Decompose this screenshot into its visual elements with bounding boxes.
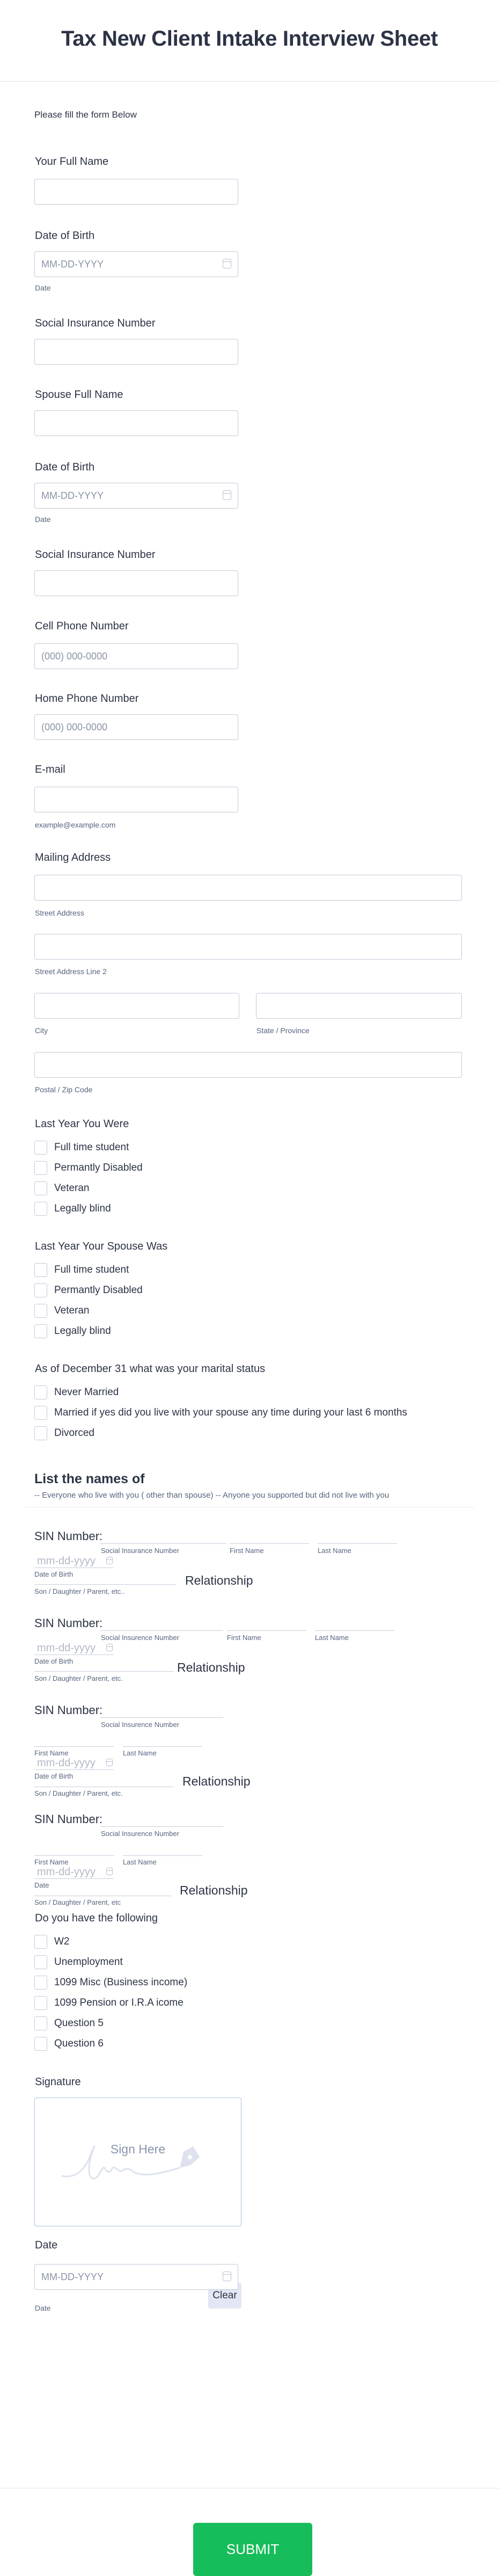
city-input[interactable] <box>34 993 239 1019</box>
checkbox-option[interactable] <box>34 1406 407 1420</box>
street-address-input[interactable] <box>34 875 462 901</box>
dob-placeholder: MM-DD-YYYY <box>41 259 104 270</box>
sin-number-label: SIN Number: <box>34 1703 103 1717</box>
checkbox-option[interactable] <box>34 1385 119 1399</box>
calendar-icon[interactable] <box>223 2272 231 2281</box>
city-sublabel: City <box>35 1026 48 1035</box>
checkbox[interactable] <box>34 1406 47 1420</box>
sin-label: Social Insurance Number <box>35 317 156 329</box>
sin-sublabel: Social Insurence Number <box>101 1634 179 1642</box>
dependent-sin-input[interactable] <box>100 1717 223 1718</box>
zip-input[interactable] <box>34 1052 462 1078</box>
checkbox[interactable] <box>34 1283 47 1297</box>
last-name-input[interactable] <box>123 1746 202 1747</box>
checkbox-option[interactable] <box>34 1263 129 1277</box>
intro-text: Please fill the form Below <box>34 110 137 120</box>
date-placeholder: MM-DD-YYYY <box>41 2272 104 2282</box>
checkbox-option[interactable] <box>34 1304 90 1318</box>
form-header <box>0 0 499 82</box>
home-phone-label: Home Phone Number <box>35 693 139 705</box>
checkbox-label: Question 6 <box>54 2038 104 2049</box>
dependent-block-4 <box>0 1812 499 1904</box>
checkbox[interactable] <box>34 1324 47 1338</box>
checkbox[interactable] <box>34 1304 47 1318</box>
checkbox-label: Veteran <box>54 1305 90 1316</box>
date-input[interactable] <box>34 2264 238 2290</box>
checkbox-option[interactable] <box>34 1324 111 1338</box>
relationship-input[interactable] <box>34 1584 177 1585</box>
checkbox-label: Never Married <box>54 1387 119 1398</box>
date-placeholder: mm-dd-yyyy <box>37 1555 96 1567</box>
checkbox-label: Question 5 <box>54 2018 104 2029</box>
signature-pad[interactable] <box>34 2098 241 2226</box>
signature-pen-icon <box>59 2136 220 2189</box>
checkbox-label: Legally blind <box>54 1325 111 1337</box>
cell-phone-input[interactable] <box>34 643 238 669</box>
checkbox-group-label: Last Year Your Spouse Was <box>35 1240 168 1252</box>
calendar-icon[interactable] <box>106 1759 113 1766</box>
relationship-sublabel: Son / Daughter / Parent, etc <box>34 1898 121 1906</box>
checkbox[interactable] <box>34 1996 47 2010</box>
dependent-date-input[interactable] <box>34 1866 114 1879</box>
zip-sublabel: Postal / Zip Code <box>35 1085 93 1094</box>
last-name-sublabel: Last Name <box>123 1749 157 1757</box>
checkbox-option[interactable] <box>34 1141 129 1155</box>
checkbox-label: Divorced <box>54 1427 94 1439</box>
checkbox-group-label: As of December 31 what was your marital status <box>35 1363 266 1375</box>
checkbox-label: Veteran <box>54 1182 90 1194</box>
dob-label: Date of Birth <box>35 230 95 242</box>
street-address-2-input[interactable] <box>34 934 462 960</box>
relationship-label: Relationship <box>180 1883 248 1897</box>
dependents-title: List the names of <box>34 1471 145 1486</box>
checkbox-option[interactable] <box>34 2016 104 2030</box>
sin-number-label: SIN Number: <box>34 1812 103 1826</box>
sin-number-label: SIN Number: <box>34 1529 103 1543</box>
date-sublabel: Date <box>34 1881 49 1889</box>
relationship-label: Relationship <box>185 1573 253 1587</box>
sin-number-label: SIN Number: <box>34 1616 103 1630</box>
date-placeholder: mm-dd-yyyy <box>37 1757 96 1769</box>
checkbox-label: Full time student <box>54 1142 129 1153</box>
checkbox[interactable] <box>34 1426 47 1440</box>
checkbox-label: 1099 Misc (Business income) <box>54 1977 188 1988</box>
checkbox[interactable] <box>34 1385 47 1399</box>
dob-sublabel: Date <box>35 284 51 292</box>
checkbox[interactable] <box>34 1955 47 1969</box>
spouse-name-label: Spouse Full Name <box>35 389 123 401</box>
last-name-input[interactable] <box>318 1543 397 1544</box>
email-input[interactable] <box>34 787 238 812</box>
calendar-icon[interactable] <box>223 259 231 269</box>
last-name-input[interactable] <box>315 1630 394 1631</box>
checkbox-option[interactable] <box>34 1202 111 1216</box>
spouse-name-input[interactable] <box>34 410 238 436</box>
relationship-sublabel: Son / Daughter / Parent, etc. <box>34 1789 123 1797</box>
checkbox-label: Full time student <box>54 1264 129 1275</box>
calendar-icon[interactable] <box>223 490 231 500</box>
dob-sublabel: Date of Birth <box>34 1570 74 1578</box>
home-phone-input[interactable] <box>34 714 238 740</box>
checkbox-label: 1099 Pension or I.R.A icome <box>54 1997 184 2008</box>
home-phone-placeholder: (000) 000-0000 <box>41 722 108 732</box>
spouse-sin-label: Social Insurance Number <box>35 549 156 561</box>
checkbox[interactable] <box>34 1263 47 1277</box>
checkbox[interactable] <box>34 2016 47 2030</box>
dependent-sin-input[interactable] <box>100 1543 226 1544</box>
full-name-label: Your Full Name <box>35 156 109 168</box>
relationship-label: Relationship <box>177 1660 245 1674</box>
sin-input[interactable] <box>34 339 238 365</box>
last-name-sublabel: Last Name <box>123 1858 157 1866</box>
dependent-dob-input[interactable] <box>34 1642 114 1655</box>
dependent-block-2 <box>0 1616 499 1686</box>
first-name-input[interactable] <box>34 1855 114 1856</box>
address-label: Mailing Address <box>35 852 111 863</box>
dependent-block-1 <box>0 1529 499 1599</box>
checkbox[interactable] <box>34 2037 47 2051</box>
checkbox-label: Married if yes did you live with your spouse any time during your last 6 months <box>54 1407 407 1418</box>
dependent-sin-input[interactable] <box>100 1630 223 1631</box>
spouse-dob-label: Date of Birth <box>35 461 95 473</box>
checkbox-group-label: Do you have the following <box>35 1912 158 1924</box>
calendar-icon[interactable] <box>106 1644 113 1651</box>
dob-sublabel: Date of Birth <box>34 1657 74 1665</box>
checkbox-option[interactable] <box>34 1283 143 1297</box>
dependent-dob-input[interactable] <box>34 1555 114 1568</box>
first-name-input[interactable] <box>230 1543 309 1544</box>
spouse-sin-input[interactable] <box>34 570 238 596</box>
checkbox[interactable] <box>34 1976 47 1990</box>
checkbox-option[interactable] <box>34 1976 187 1990</box>
checkbox-option[interactable] <box>34 1426 94 1440</box>
relationship-label: Relationship <box>182 1774 251 1788</box>
checkbox-option[interactable] <box>34 1955 123 1969</box>
dob-input[interactable] <box>34 251 238 277</box>
first-name-sublabel: First Name <box>230 1547 264 1555</box>
spouse-dob-sublabel: Date <box>35 515 51 524</box>
checkbox[interactable] <box>34 1202 47 1216</box>
dependent-sin-input[interactable] <box>100 1826 223 1827</box>
spouse-dob-placeholder: MM-DD-YYYY <box>41 490 104 501</box>
checkbox-option[interactable] <box>34 1161 143 1175</box>
checkbox[interactable] <box>34 1935 47 1949</box>
calendar-icon[interactable] <box>106 1557 113 1564</box>
first-name-sublabel: First Name <box>34 1749 69 1757</box>
checkbox-option[interactable] <box>34 1181 90 1195</box>
checkbox-option[interactable] <box>34 2037 104 2051</box>
street-address-2-sublabel: Street Address Line 2 <box>35 967 107 976</box>
checkbox[interactable] <box>34 1141 47 1155</box>
relationship-input[interactable] <box>34 1671 174 1672</box>
street-address-sublabel: Street Address <box>35 909 84 917</box>
last-name-input[interactable] <box>123 1855 202 1856</box>
signature-label: Signature <box>35 2076 81 2088</box>
page-title: Tax New Client Intake Interview Sheet <box>61 27 438 50</box>
email-label: E-mail <box>35 764 65 775</box>
clear-signature-button[interactable]: Clear <box>208 2283 241 2309</box>
relationship-sublabel: Son / Daughter / Parent, etc. <box>34 1674 123 1682</box>
checkbox-label: Unemployment <box>54 1956 123 1968</box>
checkbox-label: W2 <box>54 1936 70 1947</box>
checkbox-label: Legally blind <box>54 1203 111 1214</box>
checkbox-option[interactable] <box>34 1935 70 1949</box>
submit-button[interactable]: SUBMIT <box>193 2523 312 2576</box>
checkbox-label: Permantly Disabled <box>54 1162 143 1173</box>
first-name-sublabel: First Name <box>34 1858 69 1866</box>
email-sublabel: example@example.com <box>35 821 116 829</box>
sin-sublabel: Social Insurence Number <box>101 1830 179 1838</box>
cell-phone-placeholder: (000) 000-0000 <box>41 651 108 662</box>
date-label: Date <box>35 2239 58 2251</box>
first-name-input[interactable] <box>227 1630 306 1631</box>
relationship-sublabel: Son / Daughter / Parent, etc.. <box>34 1587 125 1595</box>
state-input[interactable] <box>256 993 462 1019</box>
sin-sublabel: Social Insurence Number <box>101 1721 179 1729</box>
date-placeholder: mm-dd-yyyy <box>37 1866 96 1878</box>
dependents-subtitle: -- Everyone who live with you ( other than spouse) -- Anyone you supported but did not live with you <box>34 1491 390 1500</box>
date-placeholder: mm-dd-yyyy <box>37 1642 96 1654</box>
cell-phone-label: Cell Phone Number <box>35 620 129 632</box>
last-name-sublabel: Last Name <box>315 1634 349 1642</box>
checkbox-group-label: Last Year You Were <box>35 1118 129 1130</box>
calendar-icon[interactable] <box>106 1868 113 1875</box>
dob-sublabel: Date of Birth <box>34 1772 74 1780</box>
spouse-dob-input[interactable] <box>34 483 238 509</box>
last-name-sublabel: Last Name <box>318 1547 351 1555</box>
full-name-input[interactable] <box>34 179 238 205</box>
dependent-dob-input[interactable] <box>34 1757 114 1770</box>
date-sublabel: Date <box>35 2304 51 2312</box>
dependent-block-3 <box>0 1703 499 1795</box>
first-name-sublabel: First Name <box>227 1634 261 1642</box>
checkbox[interactable] <box>34 1161 47 1175</box>
checkbox[interactable] <box>34 1181 47 1195</box>
checkbox-option[interactable] <box>34 1996 184 2010</box>
sin-sublabel: Social Insurance Number <box>101 1547 179 1555</box>
state-sublabel: State / Province <box>256 1026 310 1035</box>
sign-here-placeholder: Sign Here <box>110 2142 166 2156</box>
checkbox-label: Permantly Disabled <box>54 1285 143 1296</box>
first-name-input[interactable] <box>34 1746 114 1747</box>
